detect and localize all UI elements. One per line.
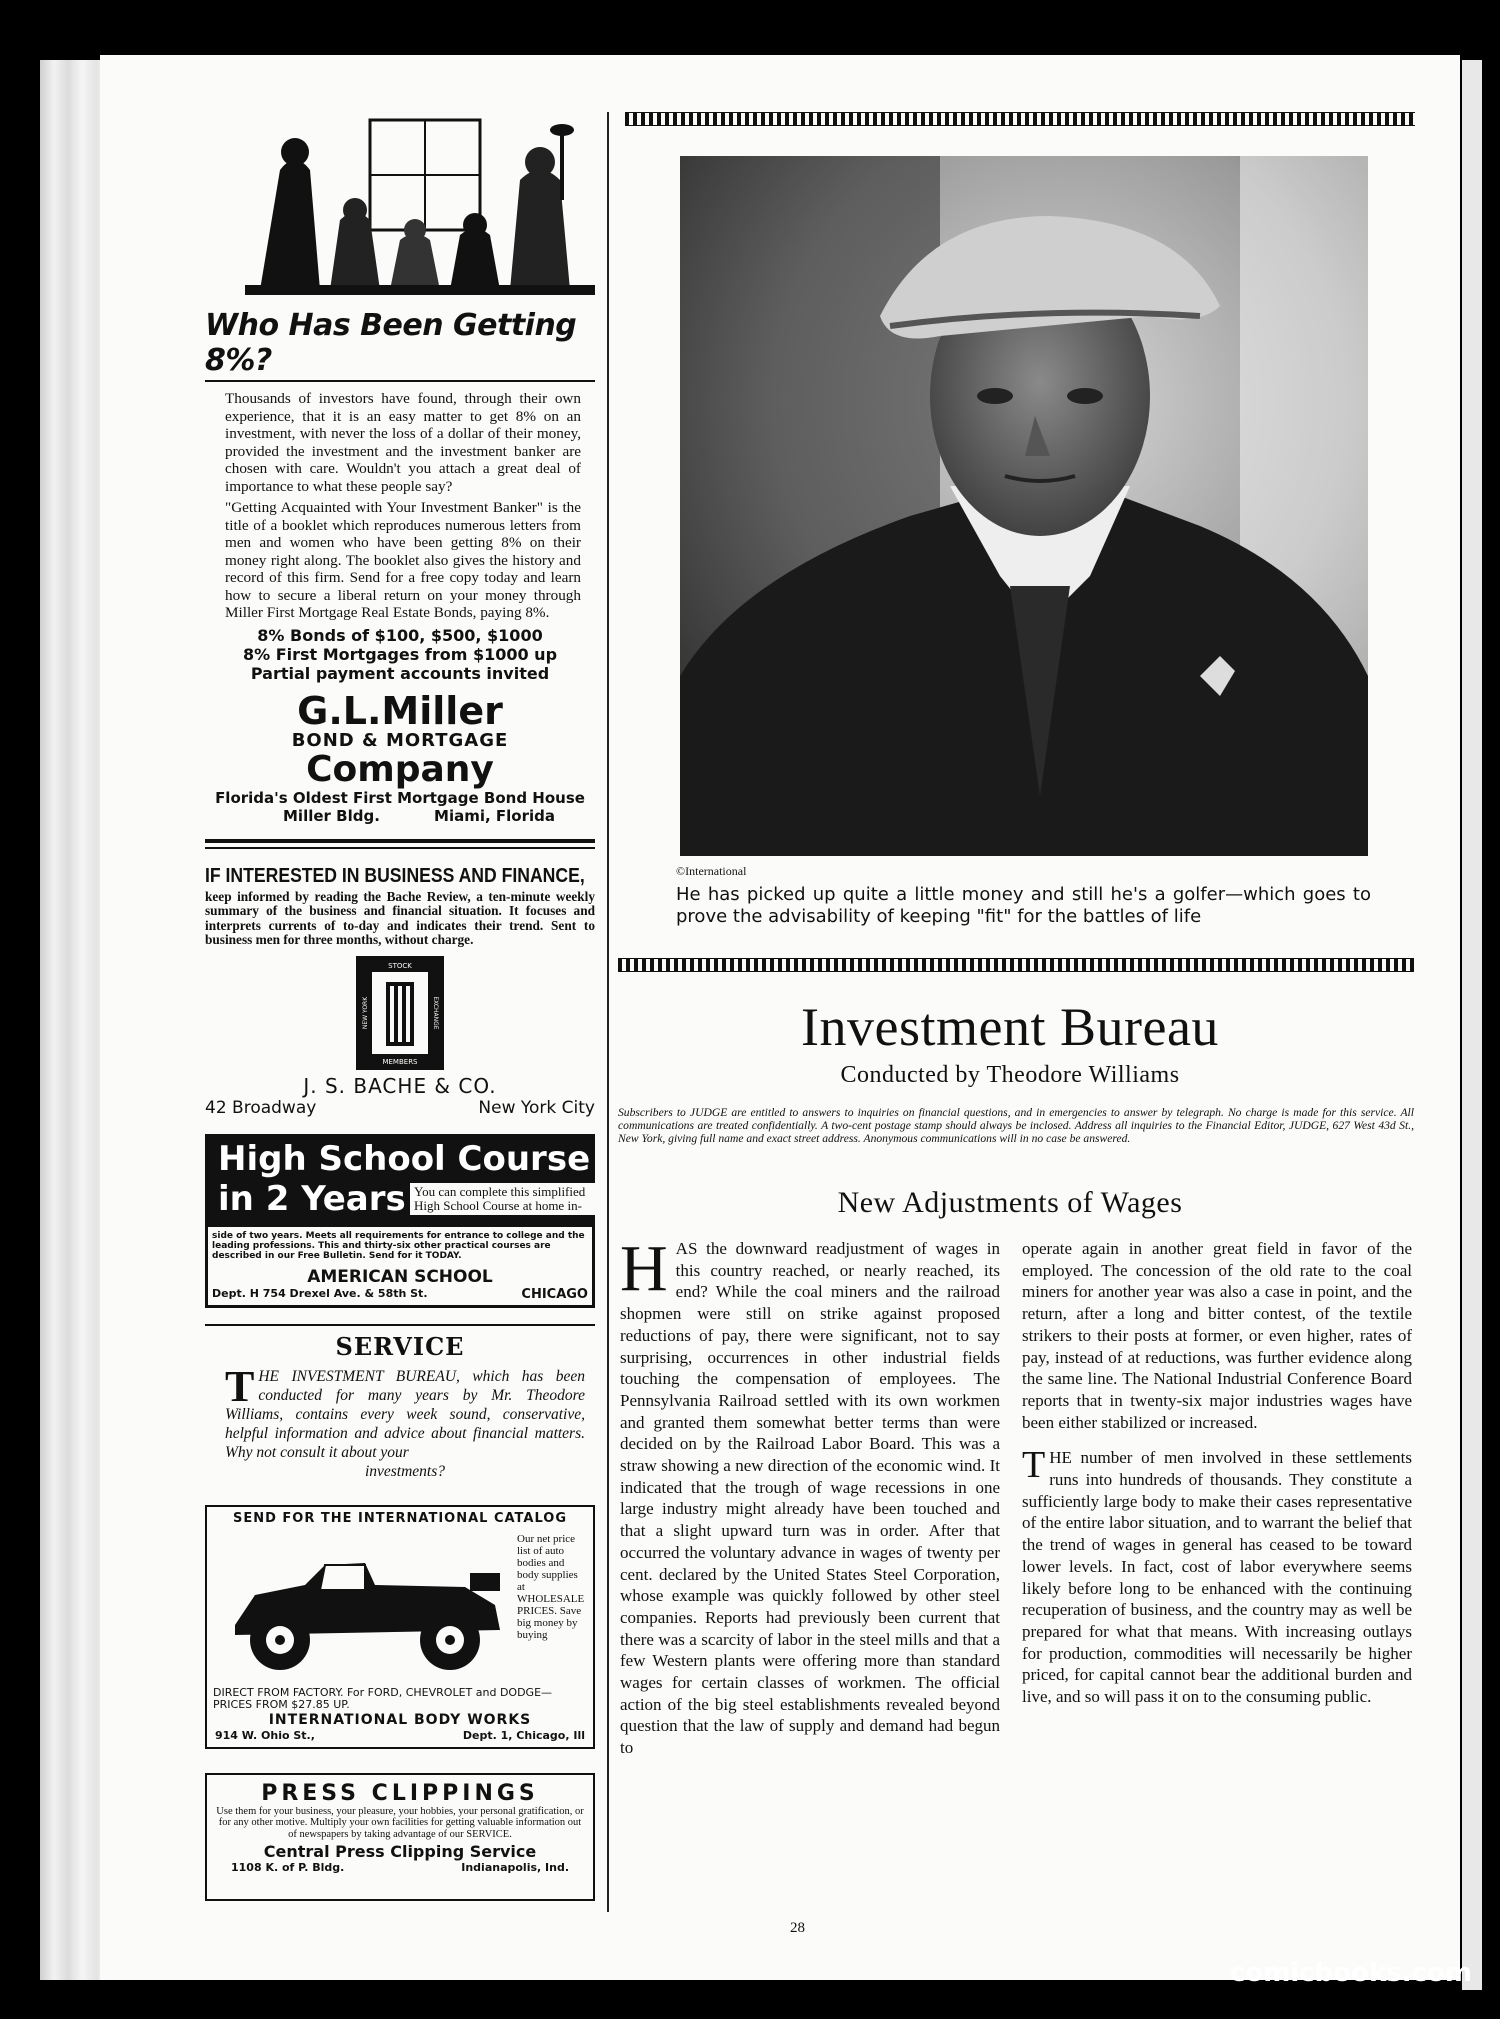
headline-line: High School Course (218, 1138, 591, 1179)
address-left: 1108 K. of P. Bldg. (231, 1861, 345, 1874)
stock-exchange-logo (356, 956, 444, 1070)
offer-line: Partial payment accounts invited (250, 663, 550, 683)
service-title: SERVICE (335, 1331, 465, 1361)
drop-cap: T (1022, 1444, 1046, 1487)
divider (205, 839, 595, 849)
address-left: Dept. H 754 Drexel Ave. & 58th St. (212, 1286, 428, 1300)
company-address (215, 1861, 585, 1874)
service-end: investments? (364, 1462, 446, 1480)
column-divider (607, 112, 609, 1912)
article-text: HE number of men involved in these settlements runs into hundreds of thousands. They constitute a sufficiently large body to make their cases representative of the entire labor situation, and to warrant the belief that the trend of wages in general has ceased to be toward lower levels. In fact, cost of labor everywhere seems likely before long to be enhanced with the continuing recuperation of business, and the country may as well be prepared for what that means. With increasing outlays for production, commodities will necessarily be higher priced, for capital cannot bear the additional burden and live, and so will pass it on to the consuming public. (1022, 1448, 1412, 1707)
drop-cap: T (225, 1361, 255, 1411)
ad-offer: DIRECT FROM FACTORY. For FORD, CHEVROLET and DODGE—PRICES FROM $27.85 UP. (213, 1685, 553, 1711)
address-right: Miami, Florida (434, 806, 555, 825)
address-city: CHICAGO (521, 1286, 588, 1302)
ad-press-clippings[interactable] (205, 1773, 595, 1901)
ad-headline: SEND FOR THE INTERNATIONAL CATALOG (232, 1510, 568, 1526)
ad-miller[interactable] (205, 110, 595, 825)
photo-caption: He has picked up quite a little money and still he's a golfer—which goes to prove the advisability of keeping "fit" for the battles of life (676, 884, 1371, 927)
ad-paragraph: Thousands of investors have found, through their own experience, that it is an easy matter to get 8% on an investment, with never the loss of a dollar of their money, provided the investment and the investment banker are chosen with care. Wouldn't you attach a great deal of importance to what these people say? (225, 390, 581, 495)
ad-body: side of two years. Meets all requirements for entrance to college and the leading professions. This and thirty-six other practical courses are described in our Free Bulletin. Send for it TODAY. (212, 1230, 585, 1261)
logo-bottom-text: MEMBERS (382, 1057, 418, 1066)
photo-credit: ©International (676, 864, 747, 878)
ad-headline: Who Has Been Getting 8%? (205, 308, 595, 382)
school-name: AMERICAN SCHOOL (307, 1266, 493, 1287)
roadster-car-illustration (215, 1535, 515, 1675)
company-address (215, 1729, 585, 1742)
company-name: J. S. BACHE & CO. (303, 1073, 497, 1098)
ad-paragraph: "Getting Acquainted with Your Investment Banker" is the title of a booklet which reproduces numerous letters from men and women who have been getting 8% on their money right along. The booklet also gives the history and record of this firm. Send for a free copy today and learn how to secure a liberal return on your money through Miller First Mortgage Real Estate Bonds, paying 8%. (225, 499, 581, 621)
address-left: Miller Bldg. (283, 806, 380, 825)
service-box (205, 1332, 595, 1481)
service-text: HE INVESTMENT BUREAU, which has been conducted for many years by Mr. Theodore Williams, contains every week sound, conservative, helpful information and advice about financial matters. Why not consult it about your (225, 1367, 585, 1461)
company-name: Central Press Clipping Service (263, 1842, 537, 1861)
ad-body: keep informed by reading the Bache Review, a ten-minute weekly summary of the business and financial situation. It focuses and interprets currents of to-day and indicates their trend. Sent to business men for three months, without charge. (205, 888, 595, 947)
golfer-photo (680, 156, 1368, 856)
ad-bache[interactable] (205, 865, 595, 1118)
ad-body: Our net price list of auto bodies and body supplies at WHOLESALE PRICES. Save big money by buying (517, 1532, 585, 1641)
company-name: G.L.Miller (297, 688, 503, 733)
office-illustration (240, 110, 600, 300)
page-number: 28 (790, 1920, 805, 1936)
article-column-1 (620, 1232, 1000, 1759)
logo-right-text: EXCHANGE (432, 995, 439, 1030)
subscriber-note: Subscribers to JUDGE are entitled to answers to inquiries on financial questions, and in emergencies to answer by telegraph. No charge is made for this service. All communications are treated confidentially. A two-cent postage stamp should always be inclosed. Address all inquiries to the Financial Editor, JUDGE, 627 West 43d St., New York, giving full name and exact street address. Anonymous communications will in no case be answered. (618, 1106, 1414, 1145)
ornamental-rule (618, 958, 1414, 972)
ad-note: You can complete this simplified High School Course at home in- (410, 1183, 598, 1215)
ad-headline: PRESS CLIPPINGS (261, 1780, 539, 1806)
company-sub: BOND & MORTGAGE (291, 729, 509, 751)
ad-body: Use them for your business, your pleasure, your hobbies, your personal gratification, or for any other motive. Multiply your own facilities for getting valuable information out of newspapers by taking advantage of our SERVICE. (216, 1805, 584, 1840)
divider (205, 1324, 595, 1326)
service-body (205, 1361, 595, 1481)
address-right: Indianapolis, Ind. (461, 1861, 569, 1874)
article-column-2 (1022, 1238, 1412, 1708)
advertisement-column (205, 110, 595, 1901)
ad-american-school[interactable] (205, 1134, 595, 1308)
section-byline: Conducted by Theodore Williams (840, 1062, 1180, 1088)
address-right: Dept. 1, Chicago, Ill (462, 1728, 585, 1742)
address-left: 42 Broadway (205, 1097, 317, 1118)
ad-international-body-works[interactable] (205, 1505, 595, 1749)
ad-headline: IF INTERESTED IN BUSINESS AND FINANCE, (205, 864, 585, 887)
company-tagline: Florida's Oldest First Mortgage Bond House (215, 788, 585, 807)
watermark: comicbooks.com (1229, 1958, 1472, 1988)
ad-offers (205, 626, 595, 683)
section-title: Investment Bureau (801, 997, 1219, 1057)
company-address (205, 1098, 595, 1118)
address-left: 914 W. Ohio St., (215, 1728, 315, 1742)
company-address (205, 807, 595, 825)
article-text: operate again in another great field in favor of the employed. The concession of the old rate to the coal miners for another year was also a case in point, and the return, after a long and bitter contest, of the textile strikers to their posts at former, or even higher, rates of pay, instead of at reductions, was further evidence along the same line. The National Industrial Conference Board reports that in twenty-six major industries wages have been either stabilized or increased. (1022, 1239, 1412, 1432)
school-address (212, 1287, 588, 1302)
headline-line: in 2 Years (218, 1178, 406, 1219)
offer-line: 8% First Mortgages from $1000 up (242, 644, 558, 664)
article-text: AS the downward readjustment of wages in this country reached, or nearly reached, its end? While the coal miners and the railroad shopmen were still on strike against proposed reductions of pay, there were significant, not to say surprising, occurrences in other industrial fields touching the compensation of employees. The Pennsylvania Railroad settled with its own workmen and granted them somewhat better terms than were decided on by the Railroad Labor Board. This was a straw showing a new direction of the economic wind. It indicated that the trough of wage recessions in one large industry might already have been touched and that a slight upward turn was in order. After that occurred the voluntary advance in wages of twenty per cent. declared by the United States Steel Corporation, whose example was quickly followed by other steel companies. Reports had previously been current that there was a scarcity of labor in the steel mills and that a few Western plants were offering more than standard wages for certain classes of workmen. The official action of the big steel establishments revealed beyond question that the law of supply and demand had begun to (620, 1239, 1000, 1758)
company-name: INTERNATIONAL BODY WORKS (268, 1711, 532, 1728)
address-right: New York City (478, 1097, 595, 1118)
offer-line: 8% Bonds of $100, $500, $1000 (257, 625, 543, 645)
company-word: Company (306, 748, 494, 790)
article-headline: New Adjustments of Wages (837, 1186, 1183, 1219)
logo-left-text: NEW YORK (362, 996, 369, 1029)
logo-top-text: STOCK (388, 961, 412, 970)
ornamental-rule (625, 112, 1415, 126)
drop-cap: H (620, 1232, 668, 1305)
ad-body (205, 382, 595, 622)
facing-page-edge (1462, 60, 1482, 1990)
